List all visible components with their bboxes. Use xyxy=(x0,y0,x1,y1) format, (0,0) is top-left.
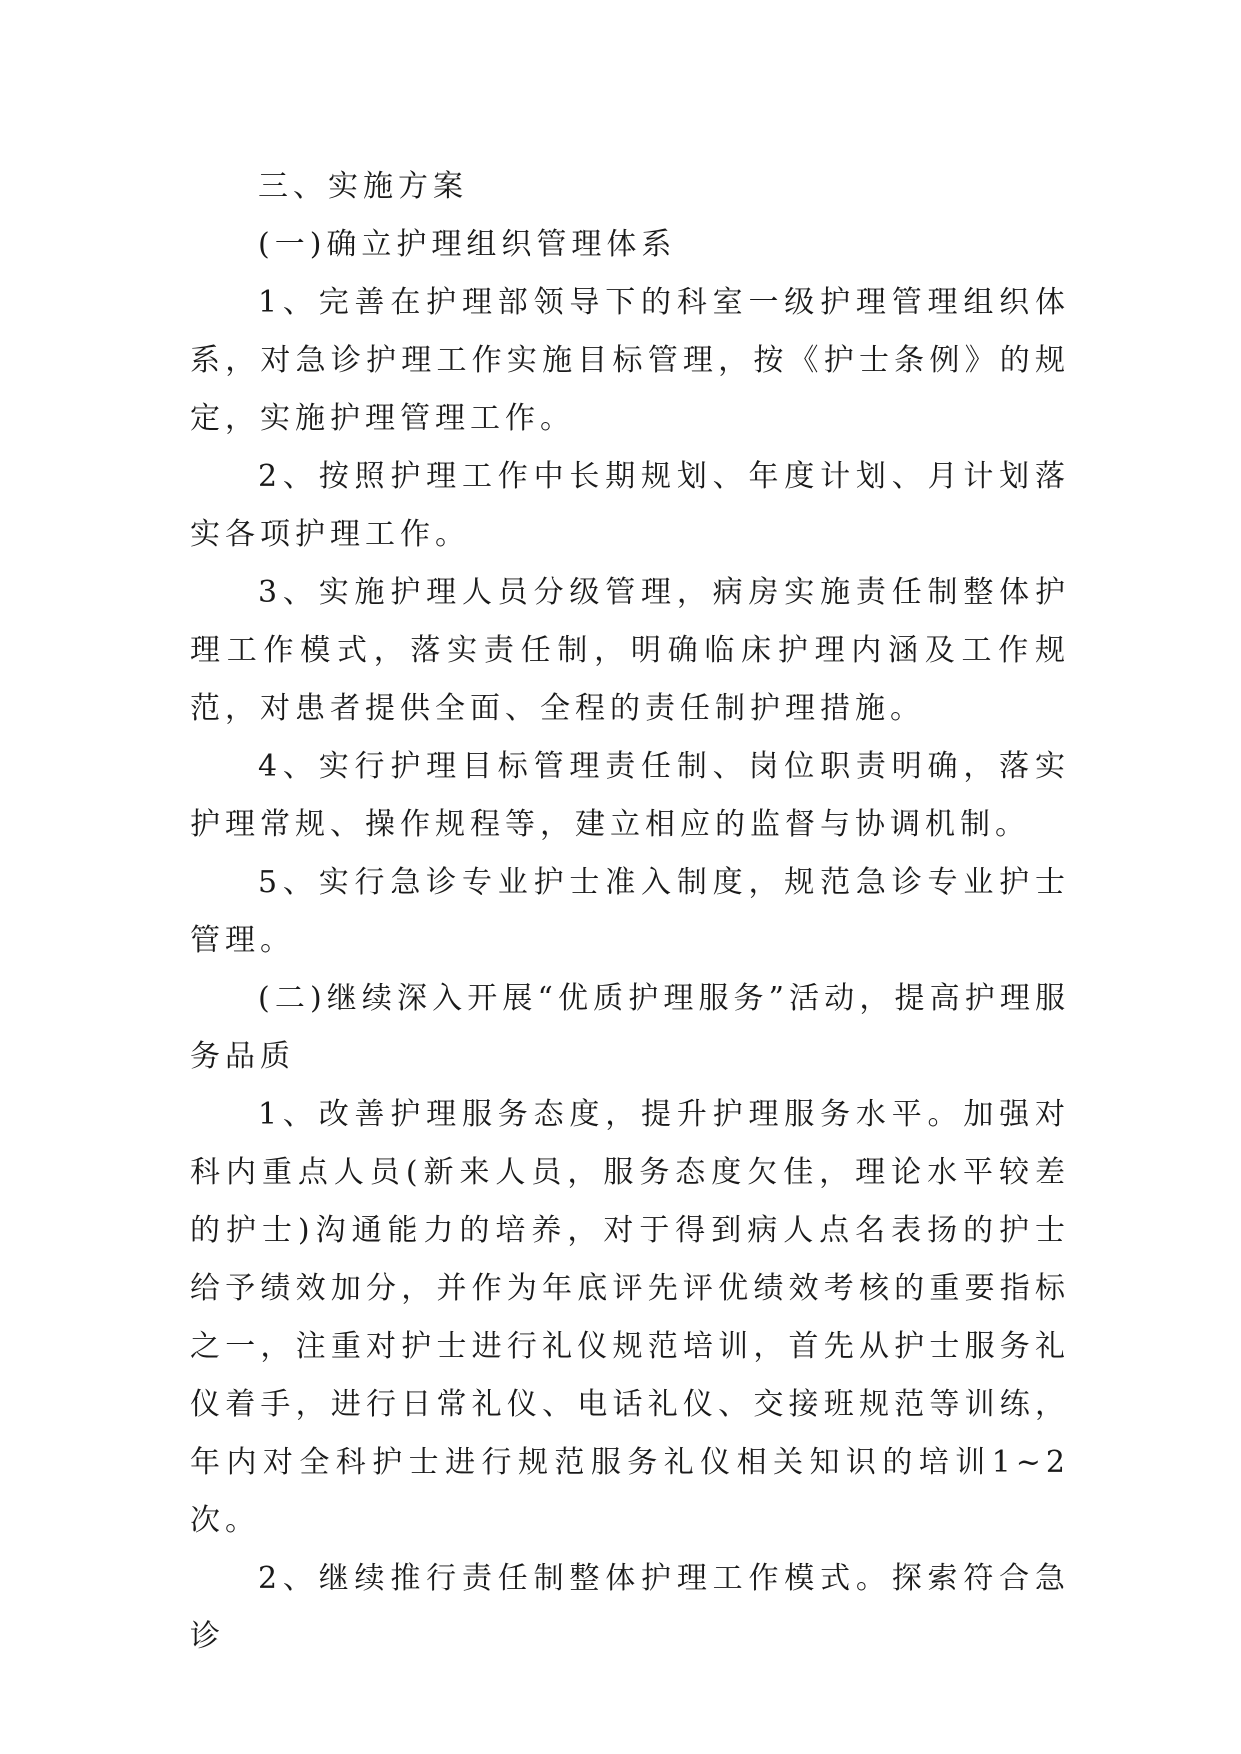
document-body xyxy=(190,158,1070,1666)
paragraph: 4、实行护理目标管理责任制、岗位职责明确，落实护理常规、操作规程等，建立相应的监督与协调机制。 xyxy=(190,749,1070,842)
subsection-heading: (二)继续深入开展“优质护理服务”活动，提高护理服务品质 xyxy=(190,981,1070,1074)
paragraph: 1、完善在护理部领导下的科室一级护理管理组织体系，对急诊护理工作实施目标管理，按《护士条例》的规定，实施护理管理工作。 xyxy=(190,285,1070,436)
section-heading: 三、实施方案 xyxy=(258,169,468,204)
subsection-heading: (一)确立护理组织管理体系 xyxy=(258,227,677,262)
paragraph: 5、实行急诊专业护士准入制度，规范急诊专业护士管理。 xyxy=(190,865,1070,958)
paragraph: 2、继续推行责任制整体护理工作模式。探索符合急诊 xyxy=(190,1561,1070,1654)
paragraph: 3、实施护理人员分级管理，病房实施责任制整体护理工作模式，落实责任制，明确临床护理内涵及工作规范，对患者提供全面、全程的责任制护理措施。 xyxy=(190,575,1070,726)
paragraph: 1、改善护理服务态度，提升护理服务水平。加强对科内重点人员(新来人员，服务态度欠佳，理论水平较差的护士)沟通能力的培养，对于得到病人点名表扬的护士给予绩效加分，并作为年底评先评优绩效考核的重要指标之一，注重对护士进行礼仪规范培训，首先从护士服务礼仪着手，进行日常礼仪、电话礼仪、交接班规范等训练，年内对全科护士进行规范服务礼仪相关知识的培训1~2次。 xyxy=(190,1097,1070,1538)
paragraph: 2、按照护理工作中长期规划、年度计划、月计划落实各项护理工作。 xyxy=(190,459,1070,552)
